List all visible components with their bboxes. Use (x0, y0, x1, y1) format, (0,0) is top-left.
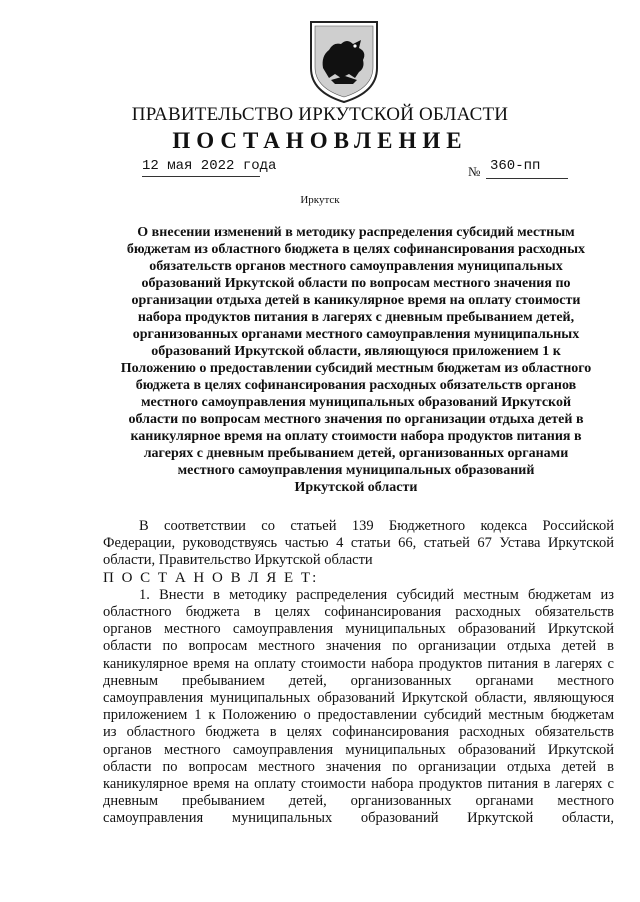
title-line: образований Иркутской области, являющуюся приложением 1 к (151, 344, 561, 359)
item-line: приложением 1 к Положению о предоставлении субсидий местным бюджетам (103, 707, 614, 724)
title-line: бюджета в целях софинансирования расходных обязательств органов (135, 378, 577, 393)
item-line: дневным пребыванием детей, организованных органами местного (103, 672, 614, 689)
number-sign: № (468, 164, 481, 179)
document-body (103, 518, 614, 828)
number-underline (486, 178, 568, 179)
item-line: органов местного самоуправления муниципальных образований Иркутской (103, 741, 614, 758)
government-name: ПРАВИТЕЛЬСТВО ИРКУТСКОЙ ОБЛАСТИ (131, 104, 509, 125)
item-line: каникулярное время на оплату стоимости набора продуктов питания в лагерях с (103, 776, 614, 793)
item-line: каникулярное время на оплату стоимости набора продуктов питания в лагерях с (103, 655, 614, 672)
title-line: бюджетам из областного бюджета в целях софинансирования расходных (126, 242, 586, 257)
item-line: самоуправления муниципальных образований Иркутской области, (103, 810, 614, 827)
title-line: организации отдыха детей в каникулярное время на оплату стоимости (131, 293, 581, 308)
item-line: 1. Внести в методику распределения субсидий местным бюджетам из (139, 586, 614, 603)
coat-of-arms-emblem (305, 16, 383, 104)
title-line: местного самоуправления муниципальных образований Иркутской (140, 395, 572, 410)
document-city: Иркутск (300, 194, 340, 206)
item-line: органов местного самоуправления муниципальных образований Иркутской (103, 621, 614, 638)
item-line: областного бюджета в целях софинансирования расходных обязательств (103, 604, 614, 621)
title-line: обязательств органов местного самоуправления муниципальных (149, 259, 563, 274)
resolves-heading: П О С Т А Н О В Л Я Е Т: (103, 569, 319, 586)
title-line: Положению о предоставлении субсидий местным бюджетам из областного (120, 361, 592, 376)
preamble-line: области, Правительство Иркутской области (103, 552, 373, 569)
title-line: образований Иркутской области по вопросам местного значения по (141, 276, 571, 291)
item-line: из областного бюджета в целях софинансирования расходных обязательств (103, 724, 614, 741)
title-line: области по вопросам местного значения по организации отдыха детей в (128, 412, 584, 427)
title-line: лагерях с дневным пребыванием детей, организованных органами (143, 446, 569, 461)
item-line: области по вопросам местного значения по организации отдыха детей в (103, 758, 614, 775)
item-line: самоуправления муниципальных образований Иркутской области, являющуюся (103, 690, 614, 707)
document-number: 360-пп (490, 158, 541, 174)
document-type: ПОСТАНОВЛЕНИЕ (172, 128, 468, 153)
item-line: дневным пребыванием детей, организованных органами местного (103, 793, 614, 810)
preamble-line: Федерации, руководствуясь частью 4 статьи 66, статьей 67 Устава Иркутской (103, 535, 614, 552)
title-line: организованных органами местного самоуправления муниципальных (132, 327, 580, 342)
title-line: О внесении изменений в методику распределения субсидий местным (137, 225, 575, 240)
title-line: набора продуктов питания в лагерях с дневным пребыванием детей, (137, 310, 575, 325)
title-line: каникулярное время на оплату стоимости набора продуктов питания в (130, 429, 582, 444)
preamble-line: В соответствии со статьей 139 Бюджетного кодекса Российской (139, 518, 614, 534)
title-line: местного самоуправления муниципальных образований (177, 463, 535, 478)
item-line: области по вопросам местного значения по организации отдыха детей в (103, 638, 614, 655)
title-line: Иркутской области (294, 480, 418, 495)
date-underline (142, 176, 260, 177)
document-title (96, 224, 616, 496)
document-date: 12 мая 2022 года (142, 158, 277, 174)
